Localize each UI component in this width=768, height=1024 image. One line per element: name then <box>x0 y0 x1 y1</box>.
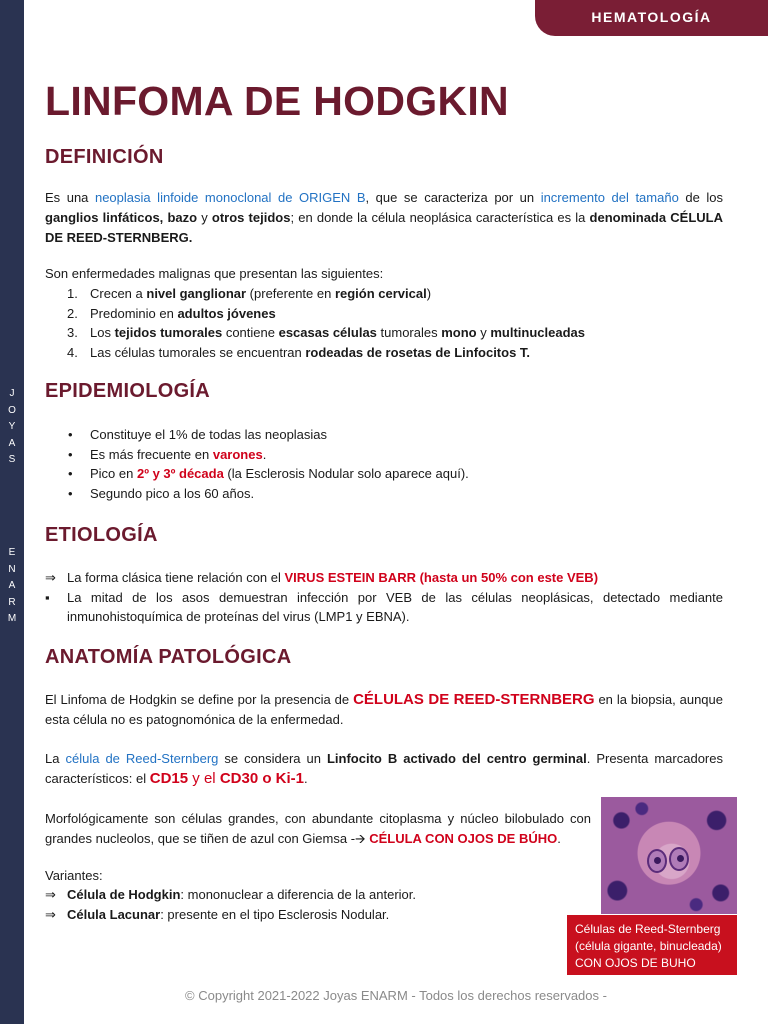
list-item: ⇒ Célula Lacunar: presente en el tipo Esclerosis Nodular. <box>45 906 390 922</box>
section-heading-etiologia: ETIOLOGÍA <box>45 524 158 546</box>
list-item: 2. Predominio en adultos jóvenes <box>67 305 276 321</box>
cell-nucleolus-right <box>677 855 684 862</box>
category-badge: HEMATOLOGÍA <box>535 0 768 36</box>
anatomia-paragraph-3: Morfológicamente son células grandes, con abundante citoplasma y núcleo bilobulado con grandes nucleolos, que se tiñen de azul con Giemsa -🡪 CÉLULA CON OJOS DE BÚHO. <box>45 811 591 846</box>
definicion-paragraph: Es una neoplasia linfoide monoclonal de ORIGEN B, que se caracteriza por un incremento del tamaño de los ganglios linfáticos, bazo y otros tejidos; en donde la célula neoplásica característica es la denominada CÉLULA DE REED-STERNBERG. <box>45 190 723 245</box>
section-heading-anatomia: ANATOMÍA PATOLÓGICA <box>45 646 292 668</box>
sidebar-enarm: E N A R M <box>7 547 17 624</box>
list-item: • Segundo pico a los 60 años. <box>68 485 255 501</box>
list-item: ⇒ La forma clásica tiene relación con el VIRUS ESTEIN BARR (hasta un 50% con este VEB) <box>45 570 599 585</box>
anatomia-paragraph-2: La célula de Reed-Sternberg se considera un Linfocito B activado del centro germinal. Presenta marcadores característicos: el CD15 y el CD30 o Ki-1. <box>45 751 723 787</box>
cell-nucleolus-left <box>654 857 661 864</box>
section-heading-definicion: DEFINICIÓN <box>45 146 164 168</box>
reed-sternberg-cell-image <box>601 797 737 914</box>
variantes-label: Variantes: <box>45 868 103 883</box>
list-item: ⇒ Célula de Hodgkin: mononuclear a diferencia de la anterior. <box>45 887 416 902</box>
page-title: LINFOMA DE HODGKIN <box>45 78 509 124</box>
list-item: ▪ La mitad de los asos demuestran infección por VEB de las células neoplásicas, detectado mediante inmunohistoquímica de proteínas del virus (LMP1 y EBNA). <box>45 589 723 624</box>
definicion-list <box>45 284 725 362</box>
copyright-footer: © Copyright 2021-2022 Joyas ENARM - Todos los derechos reservados - <box>185 988 607 1003</box>
list-item: • Es más frecuente en varones. <box>68 446 267 462</box>
list-item: 1. Crecen a nivel ganglionar (preferente en región cervical) <box>67 286 432 301</box>
section-heading-epidemiologia: EPIDEMIOLOGÍA <box>45 380 211 402</box>
sidebar-joyas: J O Y A S <box>8 388 16 465</box>
etiologia-list <box>45 568 723 627</box>
definicion-intro: Son enfermedades malignas que presentan las siguientes: <box>45 266 384 281</box>
variantes-list <box>45 885 565 924</box>
sidebar <box>0 0 24 1024</box>
list-item: • Constituye el 1% de todas las neoplasias <box>68 427 328 442</box>
list-item: • Pico en 2º y 3º década (la Esclerosis Nodular solo aparece aquí). <box>68 466 469 481</box>
epidemiologia-list <box>45 425 725 503</box>
list-item: 3. Los tejidos tumorales contiene escasas células tumorales mono y multinucleadas <box>67 325 585 340</box>
anatomia-paragraph-1: El Linfoma de Hodgkin se define por la presencia de CÉLULAS DE REED-STERNBERG en la biopsia, aunque esta célula no es patognomónica de la enfermedad. <box>45 691 723 727</box>
image-caption: Células de Reed-Sternberg (célula gigante, binucleada) CON OJOS DE BUHO <box>567 915 737 975</box>
list-item: 4. Las células tumorales se encuentran rodeadas de rosetas de Linfocitos T. <box>67 344 531 360</box>
